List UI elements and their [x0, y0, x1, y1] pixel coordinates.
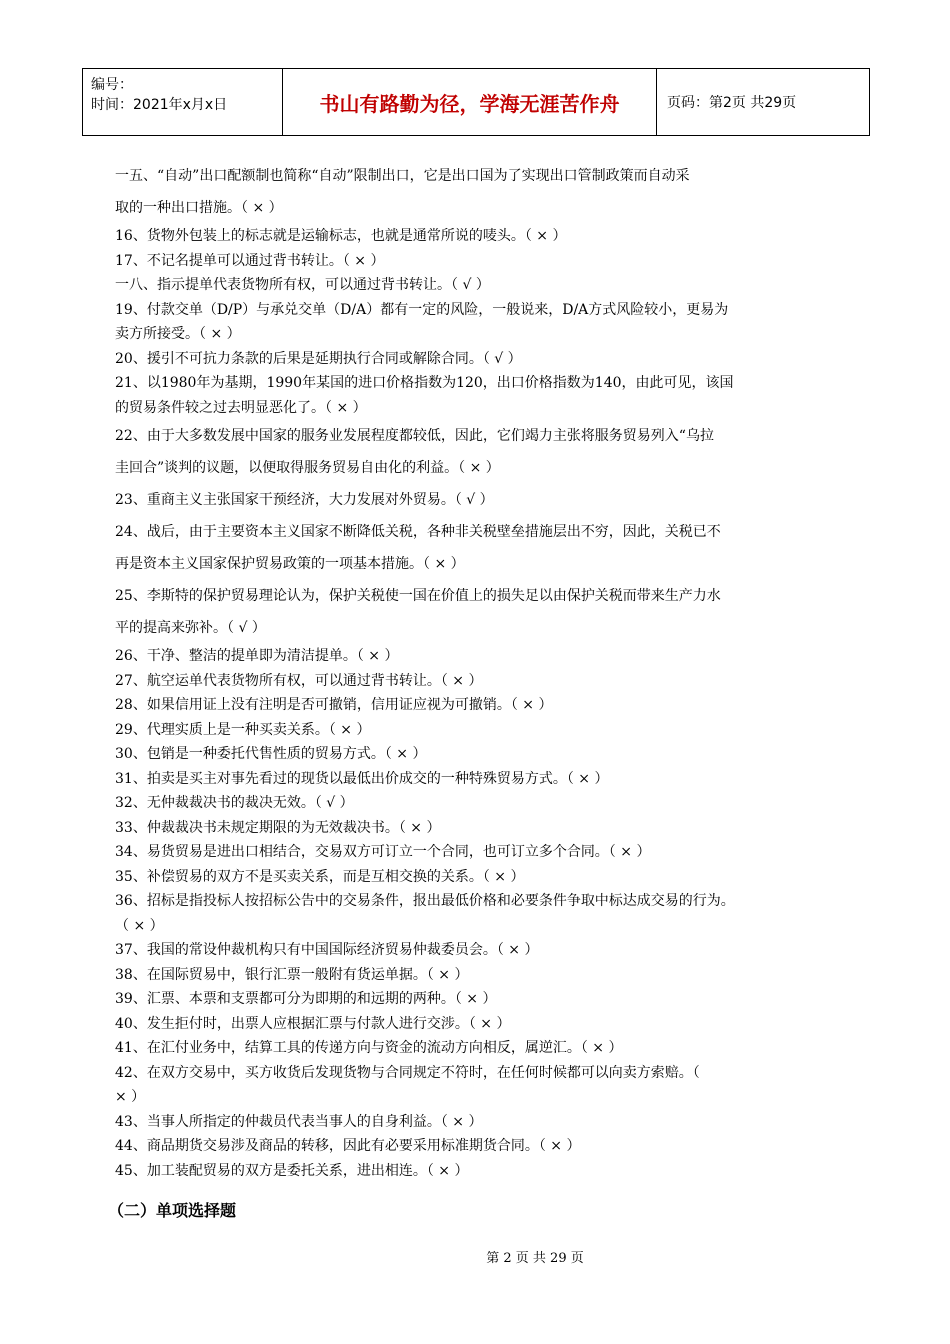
list-item: 39、汇票、本票和支票都可分为即期的和远期的两种。（ × ）	[115, 991, 497, 1007]
number-label: 编号：	[91, 77, 133, 93]
list-item: 45、加工装配贸易的双方是委托关系，进出相连。（ × ）	[115, 1162, 469, 1179]
header-page-info: 页码：第2页 共29页	[667, 95, 797, 111]
list-item: 40、发生拒付时，出票人应根据汇票与付款人进行交涉。（ × ）	[115, 1015, 511, 1032]
list-item: 36、招标是指投标人按招标公告中的交易条件，报出最低价格和必要条件争取中标达成交易的行为。	[115, 893, 735, 909]
list-item: 19、付款交单（D/P）与承兑交单（D/A）都有一定的风险，一般说来，D/A方式风险较小，更易为	[115, 301, 729, 318]
list-item: 32、无仲裁裁决书的裁决无效。（ √ ）	[115, 795, 354, 811]
list-item: 27、航空运单代表货物所有权，可以通过背书转让。（ × ）	[115, 672, 483, 689]
list-item: 23、重商主义主张国家干预经济，大力发展对外贸易。（ √ ）	[115, 492, 494, 508]
list-item: 28、如果信用证上没有注明是否可撤销，信用证应视为可撤销。（ × ）	[115, 697, 553, 713]
page-header	[82, 68, 870, 136]
list-item: 37、我国的常设仲裁机构只有中国国际经济贸易仲裁委员会。（ × ）	[115, 942, 539, 958]
list-item: 20、援引不可抗力条款的后果是延期执行合同或解除合同。（ √ ）	[115, 350, 522, 367]
list-item: × ）	[115, 1089, 146, 1105]
list-item: 26、干净、整洁的提单即为清洁提单。（ × ）	[115, 648, 399, 664]
list-item: 取的一种出口措施。（ × ）	[115, 200, 283, 216]
list-item: 30、包销是一种委托代售性质的贸易方式。（ × ）	[115, 746, 427, 762]
list-item: 31、拍卖是买主对事先看过的现货以最低出价成交的一种特殊贸易方式。（ × ）	[115, 770, 609, 787]
header-motto: 书山有路勤为径，学海无涯苦作舟	[283, 69, 657, 135]
list-item: 35、补偿贸易的双方不是买卖关系，而是互相交换的关系。（ × ）	[115, 868, 525, 885]
list-item: 25、李斯特的保护贸易理论认为，保护关税使一国在价值上的损失足以由保护关税而带来生产力水	[115, 588, 721, 604]
list-item: 卖方所接受。（ × ）	[115, 326, 241, 342]
list-item: 42、在双方交易中，买方收货后发现货物与合同规定不符时，在任何时候都可以向卖方索赔。（	[115, 1064, 700, 1081]
list-item: 22、由于大多数发展中国家的服务业发展程度都较低，因此，它们竭力主张将服务贸易列入“乌拉	[115, 428, 714, 444]
list-item: 29、代理实质上是一种买卖关系。（ × ）	[115, 721, 371, 738]
section-title: （二）单项选择题	[108, 1201, 237, 1220]
list-item: 34、易货贸易是进出口相结合，交易双方可订立一个合同，也可订立多个合同。（ × ）	[115, 844, 651, 860]
list-item: 一八、指示提单代表货物所有权，可以通过背书转让。（ √ ）	[115, 277, 490, 293]
list-item: 再是资本主义国家保护贸易政策的一项基本措施。（ × ）	[115, 556, 465, 572]
list-item: 16、货物外包装上的标志就是运输标志，也就是通常所说的唛头。（ × ）	[115, 228, 567, 244]
list-item: 平的提高来弥补。（ √ ）	[115, 620, 266, 636]
list-item: 24、战后，由于主要资本主义国家不断降低关税，各种非关税壁垒措施层出不穷，因此，关税已不	[115, 524, 721, 540]
list-item: 一五、“自动”出口配额制也简称“自动”限制出口，它是出口国为了实现出口管制政策而自动采	[115, 168, 690, 184]
list-item: 33、仲裁裁决书未规定期限的为无效裁决书。（ × ）	[115, 819, 441, 836]
list-item: 43、当事人所指定的仲裁员代表当事人的自身利益。（ × ）	[115, 1113, 483, 1130]
header-meta	[83, 69, 283, 135]
list-item: 44、商品期货交易涉及商品的转移，因此有必要采用标准期货合同。（ × ）	[115, 1138, 581, 1154]
list-item: 的贸易条件较之过去明显恶化了。（ × ）	[115, 399, 367, 416]
list-item: 圭回合”谈判的议题，以便取得服务贸易自由化的利益。（ × ）	[115, 460, 500, 476]
page-footer: 第 2 页 共 29 页	[486, 1251, 584, 1266]
question-list	[115, 160, 845, 1183]
list-item: （ × ）	[115, 917, 164, 934]
time-label: 时间：2021年x月x日	[91, 97, 228, 113]
list-item: 38、在国际贸易中，银行汇票一般附有货运单据。（ × ）	[115, 966, 469, 983]
list-item: 41、在汇付业务中，结算工具的传递方向与资金的流动方向相反，属逆汇。（ × ）	[115, 1040, 623, 1056]
list-item: 21、以1980年为基期，1990年某国的进口价格指数为120，出口价格指数为140，由此可见，该国	[115, 375, 734, 391]
list-item: 17、不记名提单可以通过背书转让。（ × ）	[115, 252, 385, 269]
